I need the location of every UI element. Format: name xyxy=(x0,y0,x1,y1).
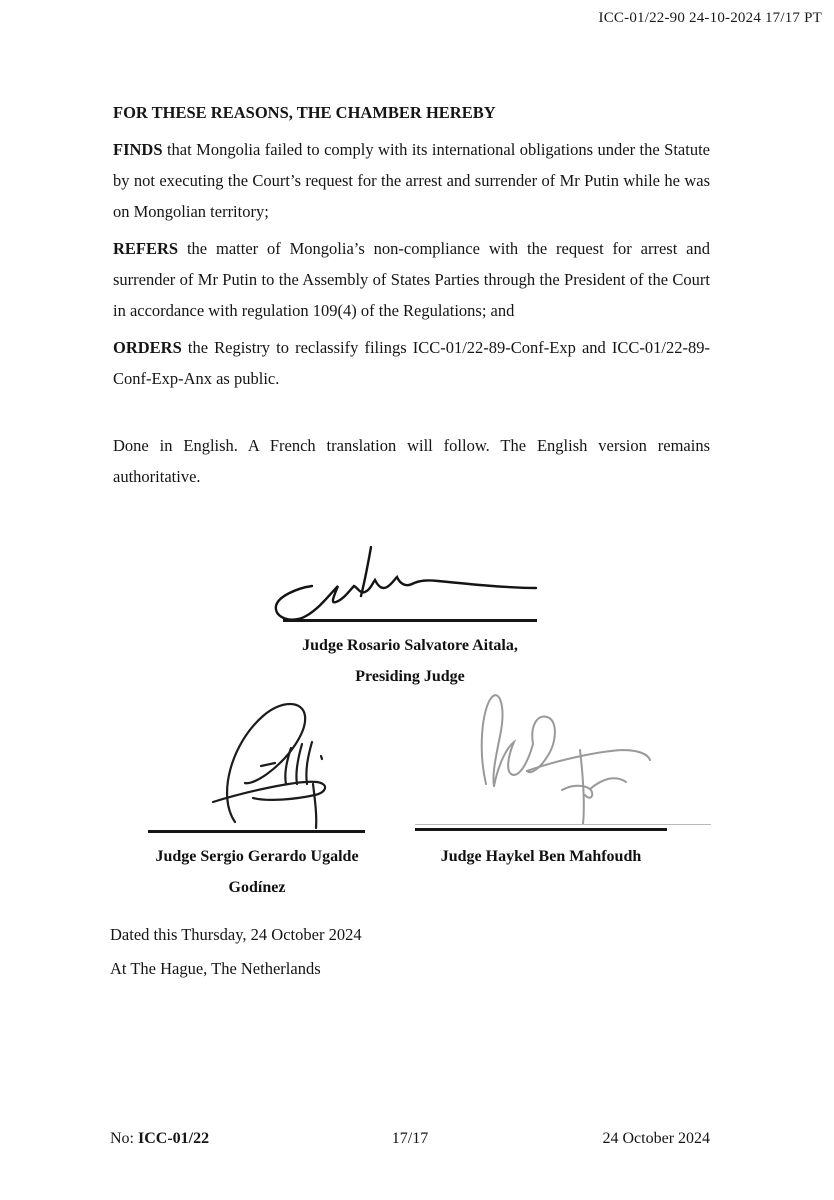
dateline-place: At The Hague, The Netherlands xyxy=(110,959,321,978)
footer-case-no-value: ICC-01/22 xyxy=(138,1130,210,1147)
ugalde-signature-line xyxy=(148,830,365,833)
footer-no-label: No: xyxy=(110,1130,138,1147)
presiding-judge-name-text: Judge Rosario Salvatore Aitala, xyxy=(302,637,518,654)
paragraph-finds xyxy=(113,134,710,227)
judge-mahfoudh-name-text: Judge Haykel Ben Mahfoudh xyxy=(440,848,642,865)
finds-keyword: FINDS xyxy=(113,140,163,159)
mahfoudh-scan-line xyxy=(415,824,711,825)
judge-ugalde-name xyxy=(107,841,407,903)
presiding-signature-line xyxy=(283,619,537,622)
judge-ugalde-name-line1: Judge Sergio Gerardo Ugalde xyxy=(155,848,359,865)
orders-keyword: ORDERS xyxy=(113,338,182,357)
header-stamp: ICC-01/22-90 24-10-2024 17/17 PT xyxy=(598,10,822,26)
dateline-date: Dated this Thursday, 24 October 2024 xyxy=(110,925,362,944)
footer-date: 24 October 2024 xyxy=(602,1130,711,1147)
paragraph-refers xyxy=(113,233,710,326)
mahfoudh-signature-line xyxy=(415,828,667,831)
paragraph-orders xyxy=(113,332,710,394)
decision-heading: FOR THESE REASONS, THE CHAMBER HEREBY xyxy=(113,103,496,122)
presiding-judge-name xyxy=(210,630,610,692)
refers-text: the matter of Mongolia’s non-compliance with the request for arrest and surrender of Mr Putin to the Assembly of States Parties through the President of the Court in accordance with regulation 109(4) of the Regulations; and xyxy=(113,239,710,320)
page-footer xyxy=(110,1130,710,1148)
judge-ugalde-signature xyxy=(205,700,380,834)
refers-keyword: REFERS xyxy=(113,239,179,258)
dateline xyxy=(110,918,362,986)
judge-mahfoudh-signature xyxy=(450,692,665,834)
judge-mahfoudh-name xyxy=(391,841,691,872)
document-body xyxy=(113,97,710,498)
closing-paragraph: Done in English. A French translation will follow. The English version remains authoritative. xyxy=(113,436,710,486)
judge-ugalde-name-line2: Godínez xyxy=(228,879,286,896)
footer-page-number: 17/17 xyxy=(391,1130,429,1147)
finds-text: that Mongolia failed to comply with its international obligations under the Statute by not executing the Court’s request for the arrest and surrender of Mr Putin while he was on Mongolian territory; xyxy=(113,140,710,221)
presiding-judge-title: Presiding Judge xyxy=(355,668,465,685)
orders-text: the Registry to reclassify filings ICC-01/22-89-Conf-Exp and ICC-01/22-89-Conf-Exp-Anx as public. xyxy=(113,338,710,388)
presiding-judge-signature xyxy=(268,544,544,628)
footer-case-number xyxy=(110,1130,392,1148)
